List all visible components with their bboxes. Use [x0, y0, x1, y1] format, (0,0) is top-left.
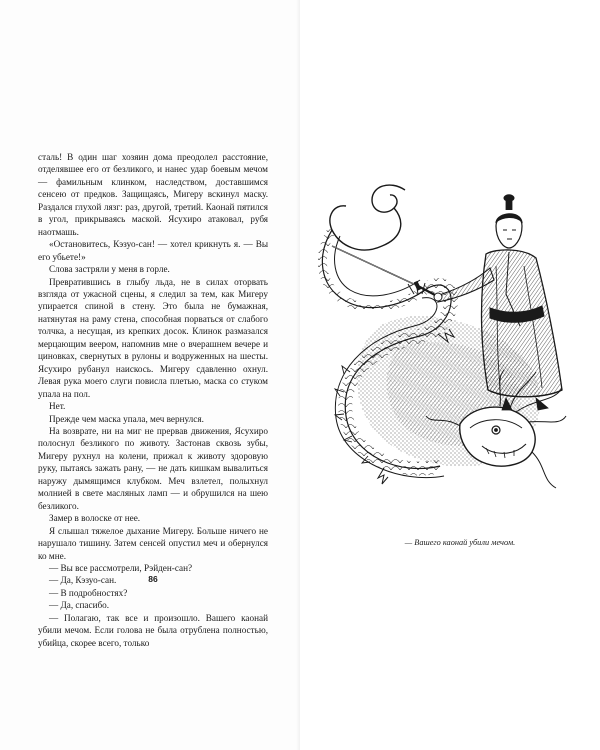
paragraph: Слова застряли у меня в горле.: [49, 264, 170, 275]
paragraph: Я слышал тяжелое дыхание Мигеру. Больше ничего не нарушало тишину. Затем сенсей опустил меч и обернулся ко мне.: [38, 525, 268, 561]
paragraph: сталь! В один шаг хозяин дома преодолел расстояние, отделявшее его от безликого, и нанес удар боевым мечом — фамильным клинком, наследством, доставшимся сенсею от предков. Защищаясь, Мигеру вскинул маску. Раздался глухой лязг: раз, другой, третий. Каонай пятился в угол, прикрываясь маской. Ясухиро атаковал, рубя наотмашь.: [38, 152, 268, 237]
paragraph: — Да, Кэзуо-сан.: [49, 575, 117, 586]
illustration-caption: — Вашего каонай убили мечом.: [404, 538, 516, 547]
paragraph: Нет.: [49, 401, 66, 412]
paragraph: Замер в волоске от нее.: [49, 513, 141, 524]
paragraph: — Вы все рассмотрели, Рэйден-сан?: [49, 562, 193, 573]
paragraph: «Остановитесь, Кэзуо-сан! — хотел крикнуть я. — Вы его убьете!»: [38, 239, 268, 262]
paragraph: — Да, спасибо.: [49, 600, 110, 611]
page-number: 86: [148, 574, 158, 584]
paragraph: — В подробностях?: [49, 587, 128, 598]
paragraph: Превратившись в глыбу льда, не в силах оторвать взгляда от ужасной сцены, я следил за тем, как Мигеру упирается спиной в стену. Это была не бумажная, натянутая на раму стена, способная порваться от слабого толчка, а несущая, из крепких досок. Клинок размазался мерцающим веером, напомнив мне о вчерашнем вечере и циновках, свернутых в рулоны и водруженных на шесты. Ясухиро рубанул наискось. Мигеру сдавленно охнул. Левая рука моего слуги повисла плетью, маска со стуком упала на пол.: [38, 276, 268, 399]
samurai-dragon-illustration: [310, 176, 570, 516]
paragraph: Прежде чем маска упала, меч вернулся.: [49, 413, 204, 424]
paragraph: — Полагаю, так все и произошло. Вашего каонай убили мечом. Если голова не была отрублена полностью, убийца, скорее всего, только: [38, 612, 268, 648]
paragraph: На возврате, ни на миг не прервав движения, Ясухиро полоснул безликого по животу. Застонав сквозь зубы, Мигеру рухнул на колени, прижал к животу здоровую руку, пытаясь зажать рану, — не дать кишкам вывалиться наружу дымящимся клубком. Меч взлетел, полыхнул молнией в свете масляных ламп — и обрушился на шею безликого.: [38, 425, 268, 511]
